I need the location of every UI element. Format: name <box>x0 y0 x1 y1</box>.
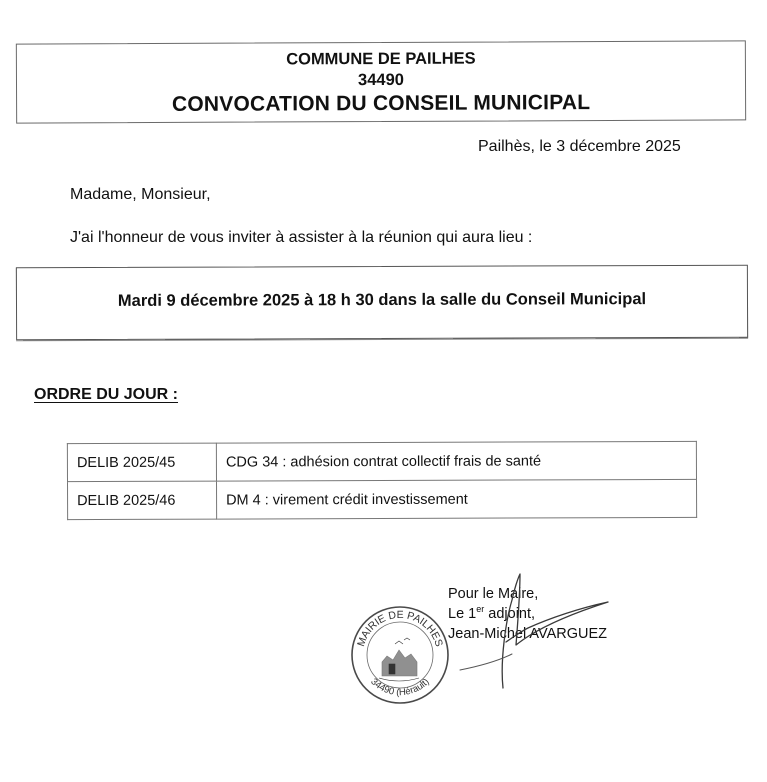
place-date: Pailhès, le 3 décembre 2025 <box>478 138 681 155</box>
deliberation-ref: DELIB 2025/45 <box>67 443 216 482</box>
document-header <box>16 40 746 123</box>
meeting-details-box <box>16 265 748 341</box>
table-row <box>67 441 696 481</box>
salutation: Madame, Monsieur, <box>70 186 211 203</box>
meeting-details: Mardi 9 décembre 2025 à 18 h 30 dans la salle du Conseil Municipal <box>117 290 647 310</box>
svg-text:34490 (Hérault) <box>368 676 431 698</box>
signature-line-2: Le 1er adjoint, <box>448 604 536 622</box>
coat-of-arms-icon <box>379 638 419 681</box>
deliberation-subject: DM 4 : virement crédit investissement <box>217 479 697 519</box>
commune-name: COMMUNE DE PAILHES <box>286 49 476 69</box>
mairie-stamp <box>349 604 451 706</box>
table-row <box>68 479 697 519</box>
stamp-top-text: MAIRIE DE PAILHES <box>355 608 445 649</box>
postal-code: 34490 <box>357 70 404 90</box>
invitation-text: J'ai l'honneur de vous inviter à assister à la réunion qui aura lieu : <box>70 229 533 246</box>
agenda-heading: ORDRE DU JOUR : <box>34 386 179 403</box>
svg-text:MAIRIE DE PAILHES <box>355 609 445 648</box>
agenda-table <box>67 441 697 520</box>
signatory-name: Jean-Michel AVARGUEZ <box>448 626 608 642</box>
stamp-bottom-text: 34490 (Hérault) <box>368 676 432 699</box>
signature-block <box>448 584 607 644</box>
document-title: CONVOCATION DU CONSEIL MUNICIPAL <box>171 91 591 116</box>
signature-line-1: Pour le Maire, <box>448 586 539 602</box>
deliberation-ref: DELIB 2025/46 <box>68 481 217 520</box>
deliberation-subject: CDG 34 : adhésion contrat collectif frais de santé <box>216 441 696 481</box>
